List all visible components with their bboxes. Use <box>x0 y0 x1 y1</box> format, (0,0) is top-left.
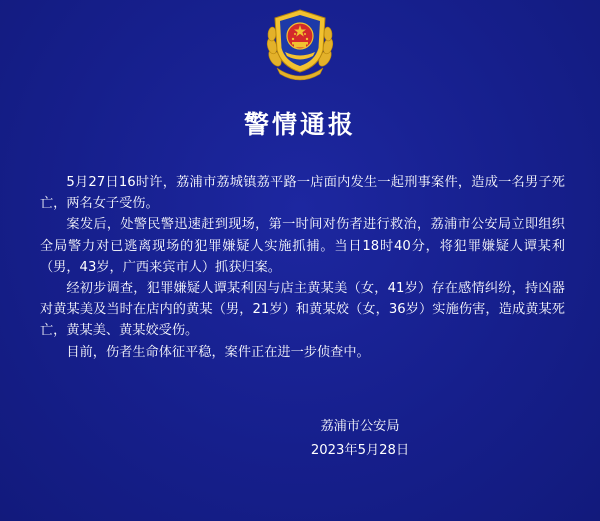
paragraph-investigation: 经初步调查，犯罪嫌疑人谭某利因与店主黄某美（女，41岁）存在感情纠纷，持凶器对黄某美及当时在店内的黄某（男，21岁）和黄某姣（女，36岁）实施伤害，造成黄某死亡，黄某美、黄某姣受伤。 <box>40 281 565 339</box>
notice-body <box>40 172 565 363</box>
police-emblem-icon <box>263 6 337 86</box>
signature-date: 2023年5月28日 <box>310 443 410 458</box>
page-title: 警情通报 <box>243 110 356 139</box>
paragraph-response: 案发后，处警民警迅速赶到现场，第一时间对伤者进行救治，荔浦市公安局立即组织全局警力对已逃离现场的犯罪嫌疑人实施抓捕。当日18时40分，将犯罪嫌疑人谭某利（男，43岁，广西来宾市人）抓获归案。 <box>40 217 565 275</box>
paragraph-status: 目前，伤者生命体征平稳，案件正在进一步侦查中。 <box>66 344 370 360</box>
paragraph-incident: 5月27日16时许，荔浦市荔城镇荔平路一店面内发生一起刑事案件，造成一名男子死亡，两名女子受伤。 <box>40 175 565 212</box>
signature-organization: 荔浦市公安局 <box>320 419 400 434</box>
